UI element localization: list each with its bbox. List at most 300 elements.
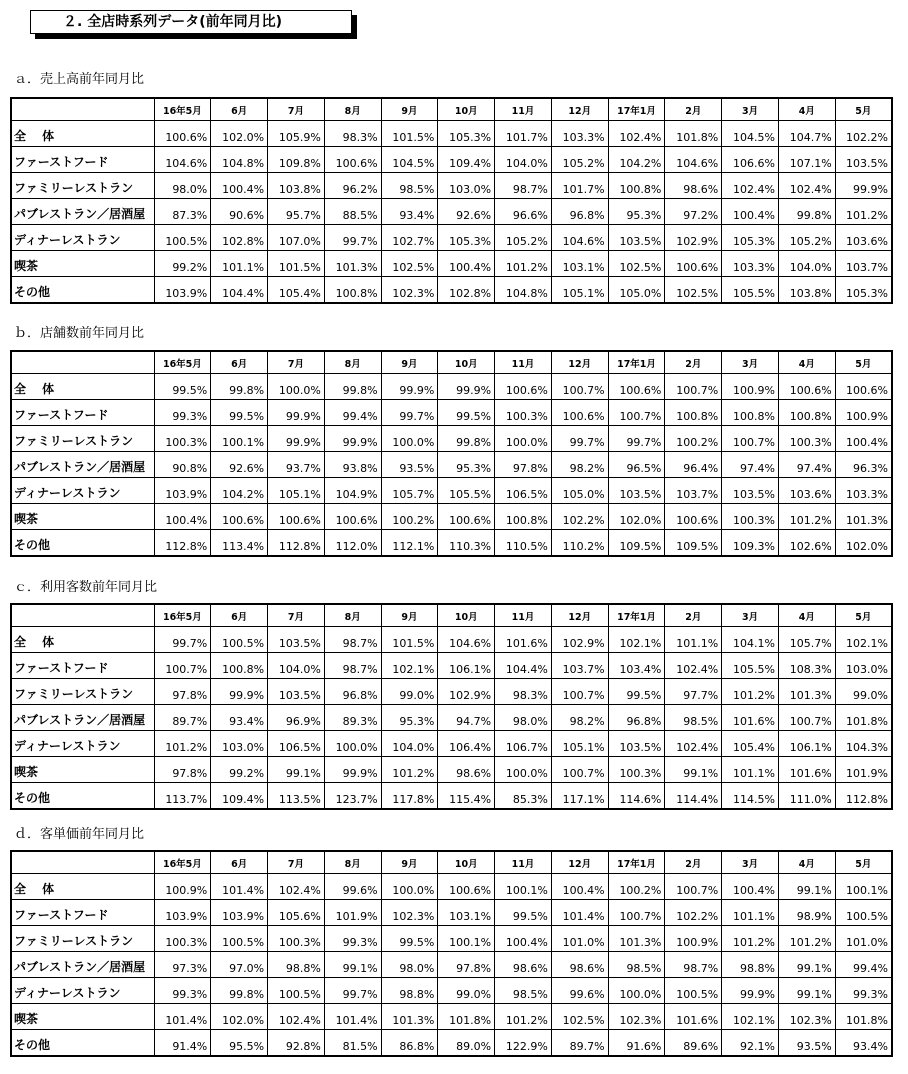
value-cell: 101.2%	[778, 504, 835, 530]
row-label-cell: パブレストラン／居酒屋	[11, 705, 154, 731]
value-cell: 99.7%	[324, 225, 381, 251]
value-cell: 104.6%	[665, 147, 722, 173]
value-cell: 99.5%	[608, 679, 665, 705]
table-row	[11, 731, 892, 757]
value-cell: 102.3%	[381, 277, 438, 304]
value-cell: 103.9%	[154, 277, 211, 304]
value-cell: 102.0%	[608, 504, 665, 530]
value-cell: 102.7%	[381, 225, 438, 251]
value-cell: 110.5%	[495, 530, 552, 557]
value-cell: 101.4%	[551, 900, 608, 926]
row-label-cell: 喫茶	[11, 504, 154, 530]
value-cell: 93.4%	[381, 199, 438, 225]
value-cell: 100.3%	[495, 400, 552, 426]
value-cell: 89.7%	[154, 705, 211, 731]
table-row	[11, 627, 892, 653]
value-cell: 114.5%	[722, 783, 779, 810]
row-label-cell: その他	[11, 530, 154, 557]
value-cell: 91.4%	[154, 1030, 211, 1057]
value-cell: 115.4%	[438, 783, 495, 810]
table-row	[11, 978, 892, 1004]
value-cell: 103.3%	[835, 478, 892, 504]
value-cell: 110.3%	[438, 530, 495, 557]
value-cell: 96.4%	[665, 452, 722, 478]
value-cell: 98.5%	[608, 952, 665, 978]
value-cell: 98.5%	[381, 173, 438, 199]
value-cell: 89.3%	[324, 705, 381, 731]
value-cell: 98.0%	[154, 173, 211, 199]
value-cell: 102.5%	[381, 251, 438, 277]
value-cell: 99.0%	[381, 679, 438, 705]
value-cell: 105.2%	[495, 225, 552, 251]
value-cell: 101.9%	[835, 757, 892, 783]
value-cell: 104.9%	[324, 478, 381, 504]
table-row	[11, 952, 892, 978]
month-header-cell: 11月	[495, 851, 552, 874]
value-cell: 100.0%	[381, 874, 438, 900]
value-cell: 104.5%	[722, 121, 779, 147]
row-label-cell: ファミリーレストラン	[11, 926, 154, 952]
value-cell: 103.5%	[608, 731, 665, 757]
value-cell: 100.6%	[154, 121, 211, 147]
table-row	[11, 277, 892, 304]
value-cell: 99.1%	[778, 874, 835, 900]
value-cell: 105.1%	[551, 277, 608, 304]
table-row	[11, 1004, 892, 1030]
value-cell: 101.2%	[154, 731, 211, 757]
value-cell: 97.8%	[495, 452, 552, 478]
value-cell: 96.6%	[495, 199, 552, 225]
month-header-cell: 5月	[835, 98, 892, 121]
value-cell: 100.3%	[154, 426, 211, 452]
value-cell: 105.3%	[835, 277, 892, 304]
month-header-cell: 17年1月	[608, 98, 665, 121]
value-cell: 100.5%	[211, 926, 268, 952]
value-cell: 102.9%	[551, 627, 608, 653]
value-cell: 105.9%	[268, 121, 325, 147]
row-label-cell: ファミリーレストラン	[11, 679, 154, 705]
value-cell: 101.2%	[381, 757, 438, 783]
value-cell: 105.3%	[438, 225, 495, 251]
row-label-cell: ディナーレストラン	[11, 978, 154, 1004]
value-cell: 100.1%	[835, 874, 892, 900]
value-cell: 100.9%	[835, 400, 892, 426]
table-row	[11, 147, 892, 173]
value-cell: 102.3%	[608, 1004, 665, 1030]
value-cell: 117.1%	[551, 783, 608, 810]
value-cell: 102.1%	[835, 627, 892, 653]
value-cell: 100.6%	[495, 374, 552, 400]
value-cell: 94.7%	[438, 705, 495, 731]
value-cell: 101.9%	[324, 900, 381, 926]
header-row	[11, 604, 892, 627]
value-cell: 102.4%	[778, 173, 835, 199]
value-cell: 102.1%	[722, 1004, 779, 1030]
month-header-cell: 12月	[551, 604, 608, 627]
value-cell: 100.8%	[608, 173, 665, 199]
value-cell: 98.7%	[495, 173, 552, 199]
value-cell: 99.8%	[438, 426, 495, 452]
row-label-cell: その他	[11, 277, 154, 304]
value-cell: 106.1%	[778, 731, 835, 757]
value-cell: 114.6%	[608, 783, 665, 810]
value-cell: 96.8%	[608, 705, 665, 731]
value-cell: 104.1%	[722, 627, 779, 653]
month-header-cell: 11月	[495, 98, 552, 121]
value-cell: 99.1%	[665, 757, 722, 783]
value-cell: 99.2%	[211, 757, 268, 783]
value-cell: 101.1%	[665, 627, 722, 653]
value-cell: 98.7%	[324, 627, 381, 653]
value-cell: 101.3%	[324, 251, 381, 277]
value-cell: 99.7%	[381, 400, 438, 426]
table-row	[11, 653, 892, 679]
value-cell: 99.9%	[438, 374, 495, 400]
value-cell: 96.8%	[551, 199, 608, 225]
value-cell: 96.8%	[324, 679, 381, 705]
value-cell: 100.7%	[551, 679, 608, 705]
table-row	[11, 173, 892, 199]
value-cell: 113.7%	[154, 783, 211, 810]
table-row	[11, 1030, 892, 1057]
value-cell: 101.8%	[665, 121, 722, 147]
value-cell: 100.6%	[778, 374, 835, 400]
value-cell: 103.7%	[835, 251, 892, 277]
value-cell: 104.0%	[381, 731, 438, 757]
value-cell: 100.4%	[154, 504, 211, 530]
value-cell: 106.7%	[495, 731, 552, 757]
month-header-cell: 8月	[324, 851, 381, 874]
value-cell: 102.4%	[268, 874, 325, 900]
value-cell: 100.6%	[665, 504, 722, 530]
header-row	[11, 851, 892, 874]
value-cell: 100.9%	[665, 926, 722, 952]
value-cell: 89.0%	[438, 1030, 495, 1057]
value-cell: 112.0%	[324, 530, 381, 557]
value-cell: 99.9%	[381, 374, 438, 400]
month-header-cell: 2月	[665, 604, 722, 627]
month-header-cell: 17年1月	[608, 604, 665, 627]
value-cell: 109.4%	[211, 783, 268, 810]
month-header-cell: 8月	[324, 351, 381, 374]
value-cell: 102.1%	[608, 627, 665, 653]
month-header-cell: 2月	[665, 351, 722, 374]
value-cell: 104.0%	[268, 653, 325, 679]
value-cell: 104.0%	[778, 251, 835, 277]
value-cell: 99.8%	[211, 978, 268, 1004]
value-cell: 99.9%	[268, 400, 325, 426]
value-cell: 104.6%	[154, 147, 211, 173]
value-cell: 101.8%	[438, 1004, 495, 1030]
value-cell: 100.0%	[495, 757, 552, 783]
month-header-cell: 16年5月	[154, 604, 211, 627]
value-cell: 105.4%	[722, 731, 779, 757]
month-header-cell: 8月	[324, 604, 381, 627]
value-cell: 99.0%	[835, 679, 892, 705]
value-cell: 100.1%	[211, 426, 268, 452]
value-cell: 100.3%	[154, 926, 211, 952]
value-cell: 100.6%	[268, 504, 325, 530]
value-cell: 97.4%	[778, 452, 835, 478]
value-cell: 102.4%	[608, 121, 665, 147]
value-cell: 101.7%	[551, 173, 608, 199]
value-cell: 99.8%	[778, 199, 835, 225]
value-cell: 104.0%	[495, 147, 552, 173]
value-cell: 105.5%	[438, 478, 495, 504]
value-cell: 93.7%	[268, 452, 325, 478]
table-row	[11, 478, 892, 504]
value-cell: 105.3%	[438, 121, 495, 147]
value-cell: 96.9%	[268, 705, 325, 731]
month-header-cell: 7月	[268, 851, 325, 874]
value-cell: 123.7%	[324, 783, 381, 810]
month-header-cell: 11月	[495, 351, 552, 374]
value-cell: 99.6%	[324, 874, 381, 900]
month-header-cell: 17年1月	[608, 351, 665, 374]
value-cell: 108.3%	[778, 653, 835, 679]
table-row	[11, 926, 892, 952]
value-cell: 101.2%	[778, 926, 835, 952]
value-cell: 100.3%	[722, 504, 779, 530]
value-cell: 100.7%	[722, 426, 779, 452]
row-label-cell: その他	[11, 1030, 154, 1057]
value-cell: 112.1%	[381, 530, 438, 557]
value-cell: 95.5%	[211, 1030, 268, 1057]
value-cell: 101.0%	[835, 926, 892, 952]
value-cell: 100.7%	[665, 874, 722, 900]
value-cell: 97.7%	[665, 679, 722, 705]
value-cell: 98.5%	[495, 978, 552, 1004]
value-cell: 100.5%	[211, 627, 268, 653]
value-cell: 112.8%	[154, 530, 211, 557]
value-cell: 97.3%	[154, 952, 211, 978]
value-cell: 105.7%	[381, 478, 438, 504]
value-cell: 99.9%	[211, 679, 268, 705]
value-cell: 102.6%	[778, 530, 835, 557]
value-cell: 98.0%	[381, 952, 438, 978]
value-cell: 93.4%	[211, 705, 268, 731]
month-header-cell: 7月	[268, 98, 325, 121]
value-cell: 100.7%	[778, 705, 835, 731]
value-cell: 100.7%	[608, 400, 665, 426]
value-cell: 97.0%	[211, 952, 268, 978]
value-cell: 113.4%	[211, 530, 268, 557]
month-header-cell: 8月	[324, 98, 381, 121]
value-cell: 98.6%	[551, 952, 608, 978]
value-cell: 102.5%	[665, 277, 722, 304]
month-header-cell: 9月	[381, 98, 438, 121]
value-cell: 95.3%	[381, 705, 438, 731]
section-label: ｂ．店舗数前年同月比	[14, 326, 145, 341]
value-cell: 103.9%	[154, 900, 211, 926]
value-cell: 100.0%	[268, 374, 325, 400]
page-title: ２. 全店時系列データ(前年同月比)	[30, 10, 352, 34]
section-label: ｃ．利用客数前年同月比	[14, 580, 158, 595]
value-cell: 104.5%	[381, 147, 438, 173]
value-cell: 101.5%	[381, 627, 438, 653]
value-cell: 99.9%	[324, 757, 381, 783]
value-cell: 98.2%	[551, 452, 608, 478]
value-cell: 103.6%	[835, 225, 892, 251]
value-cell: 100.9%	[722, 374, 779, 400]
value-cell: 101.1%	[722, 900, 779, 926]
value-cell: 95.3%	[438, 452, 495, 478]
value-cell: 105.5%	[722, 277, 779, 304]
value-cell: 109.5%	[608, 530, 665, 557]
value-cell: 103.5%	[835, 147, 892, 173]
value-cell: 105.5%	[722, 653, 779, 679]
month-header-cell: 2月	[665, 851, 722, 874]
value-cell: 105.6%	[268, 900, 325, 926]
table-row	[11, 121, 892, 147]
value-cell: 102.0%	[835, 530, 892, 557]
month-header-cell: 9月	[381, 351, 438, 374]
value-cell: 93.5%	[381, 452, 438, 478]
row-label-cell: 喫茶	[11, 251, 154, 277]
value-cell: 100.0%	[381, 426, 438, 452]
month-header-cell: 11月	[495, 604, 552, 627]
value-cell: 100.9%	[154, 874, 211, 900]
section-label: ａ．売上高前年同月比	[14, 72, 145, 87]
value-cell: 104.7%	[778, 121, 835, 147]
month-header-cell: 3月	[722, 851, 779, 874]
value-cell: 101.3%	[778, 679, 835, 705]
value-cell: 105.2%	[778, 225, 835, 251]
value-cell: 100.7%	[551, 374, 608, 400]
month-header-cell: 5月	[835, 851, 892, 874]
value-cell: 99.1%	[268, 757, 325, 783]
value-cell: 101.6%	[722, 705, 779, 731]
value-cell: 109.8%	[268, 147, 325, 173]
value-cell: 97.4%	[722, 452, 779, 478]
month-header-cell: 12月	[551, 851, 608, 874]
value-cell: 88.5%	[324, 199, 381, 225]
value-cell: 102.1%	[381, 653, 438, 679]
table-row	[11, 504, 892, 530]
value-cell: 96.2%	[324, 173, 381, 199]
value-cell: 101.2%	[722, 926, 779, 952]
value-cell: 92.8%	[268, 1030, 325, 1057]
value-cell: 101.1%	[722, 757, 779, 783]
value-cell: 103.5%	[722, 478, 779, 504]
value-cell: 104.3%	[835, 731, 892, 757]
value-cell: 98.6%	[438, 757, 495, 783]
value-cell: 100.8%	[778, 400, 835, 426]
value-cell: 99.5%	[154, 374, 211, 400]
value-cell: 104.8%	[211, 147, 268, 173]
value-cell: 99.9%	[324, 426, 381, 452]
value-cell: 92.6%	[211, 452, 268, 478]
value-cell: 101.3%	[608, 926, 665, 952]
value-cell: 100.8%	[665, 400, 722, 426]
value-cell: 103.5%	[268, 679, 325, 705]
value-cell: 101.8%	[835, 705, 892, 731]
value-cell: 93.8%	[324, 452, 381, 478]
value-cell: 100.2%	[665, 426, 722, 452]
value-cell: 103.7%	[665, 478, 722, 504]
value-cell: 105.2%	[551, 147, 608, 173]
value-cell: 105.0%	[551, 478, 608, 504]
value-cell: 100.0%	[608, 978, 665, 1004]
value-cell: 104.2%	[608, 147, 665, 173]
value-cell: 99.3%	[154, 978, 211, 1004]
value-cell: 89.6%	[665, 1030, 722, 1057]
header-corner-cell	[11, 851, 154, 874]
row-label-cell: 喫茶	[11, 757, 154, 783]
value-cell: 101.2%	[495, 251, 552, 277]
month-header-cell: 4月	[778, 604, 835, 627]
value-cell: 99.7%	[608, 426, 665, 452]
value-cell: 100.3%	[778, 426, 835, 452]
month-header-cell: 10月	[438, 98, 495, 121]
value-cell: 102.8%	[438, 277, 495, 304]
value-cell: 104.4%	[495, 653, 552, 679]
value-cell: 104.6%	[438, 627, 495, 653]
value-cell: 98.8%	[722, 952, 779, 978]
table-row	[11, 900, 892, 926]
value-cell: 101.2%	[835, 199, 892, 225]
value-cell: 101.0%	[551, 926, 608, 952]
value-cell: 100.6%	[608, 374, 665, 400]
value-cell: 100.5%	[835, 900, 892, 926]
value-cell: 98.3%	[495, 679, 552, 705]
value-cell: 104.4%	[211, 277, 268, 304]
value-cell: 101.4%	[154, 1004, 211, 1030]
value-cell: 100.6%	[438, 874, 495, 900]
table-row	[11, 225, 892, 251]
table-row	[11, 757, 892, 783]
value-cell: 98.6%	[495, 952, 552, 978]
value-cell: 109.4%	[438, 147, 495, 173]
value-cell: 96.3%	[835, 452, 892, 478]
value-cell: 99.7%	[154, 627, 211, 653]
month-header-cell: 3月	[722, 604, 779, 627]
value-cell: 101.1%	[211, 251, 268, 277]
value-cell: 103.8%	[268, 173, 325, 199]
value-cell: 104.2%	[211, 478, 268, 504]
value-cell: 106.5%	[268, 731, 325, 757]
value-cell: 102.0%	[211, 121, 268, 147]
value-cell: 100.8%	[722, 400, 779, 426]
value-cell: 100.4%	[722, 874, 779, 900]
value-cell: 102.8%	[211, 225, 268, 251]
value-cell: 102.5%	[551, 1004, 608, 1030]
row-label-cell: ファーストフード	[11, 653, 154, 679]
value-cell: 100.1%	[438, 926, 495, 952]
value-cell: 102.0%	[211, 1004, 268, 1030]
month-header-cell: 16年5月	[154, 98, 211, 121]
value-cell: 101.3%	[381, 1004, 438, 1030]
header-corner-cell	[11, 98, 154, 121]
value-cell: 99.3%	[324, 926, 381, 952]
month-header-cell: 6月	[211, 851, 268, 874]
month-header-cell: 6月	[211, 604, 268, 627]
month-header-cell: 5月	[835, 604, 892, 627]
row-label-cell: ファミリーレストラン	[11, 173, 154, 199]
value-cell: 100.3%	[268, 926, 325, 952]
value-cell: 98.5%	[665, 705, 722, 731]
value-cell: 109.3%	[722, 530, 779, 557]
value-cell: 102.9%	[438, 679, 495, 705]
value-cell: 99.0%	[438, 978, 495, 1004]
month-header-cell: 16年5月	[154, 351, 211, 374]
value-cell: 99.5%	[438, 400, 495, 426]
section-label: ｄ．客単価前年同月比	[14, 827, 145, 842]
row-label-cell: 全 体	[11, 374, 154, 400]
value-cell: 103.6%	[778, 478, 835, 504]
value-cell: 101.4%	[324, 1004, 381, 1030]
value-cell: 100.7%	[608, 900, 665, 926]
